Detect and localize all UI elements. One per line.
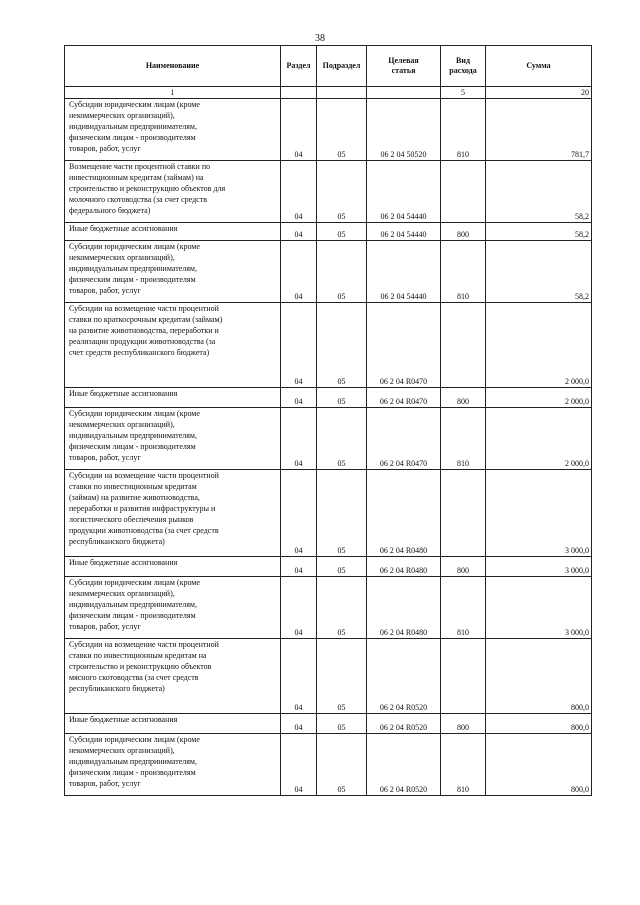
header-type-line1: Вид [456, 56, 470, 65]
table-row [65, 557, 592, 577]
header-target-line1: Целевая [388, 56, 419, 65]
table-row [65, 714, 592, 734]
budget-table [64, 45, 592, 796]
row-section: 04 [281, 639, 317, 714]
header-section: Раздел [281, 46, 317, 87]
table-header-row [65, 46, 592, 87]
table-row [65, 388, 592, 408]
row-section: 04 [281, 303, 317, 388]
row-type: 800 [441, 388, 486, 408]
row-subsection: 05 [317, 639, 367, 714]
table-row [65, 223, 592, 241]
column-number-6: 20 [486, 87, 592, 99]
row-sum: 781,7 [486, 99, 592, 161]
row-type: 810 [441, 577, 486, 639]
row-subsection: 05 [317, 223, 367, 241]
row-section: 04 [281, 241, 317, 303]
row-sum: 58,2 [486, 241, 592, 303]
row-target: 06 2 04 50520 [367, 99, 441, 161]
row-section: 04 [281, 388, 317, 408]
row-sum: 800,0 [486, 734, 592, 796]
row-section: 04 [281, 99, 317, 161]
header-name: Наименование [65, 46, 281, 87]
row-name: Субсидии юридическим лицам (кроме некоммерческих организаций), индивидуальным предпринимателям, физическим лицам - производителям товаров, работ, услуг [65, 734, 281, 796]
row-target: 06 2 04 R0480 [367, 557, 441, 577]
row-type [441, 303, 486, 388]
row-section: 04 [281, 734, 317, 796]
row-sum: 800,0 [486, 714, 592, 734]
row-name: Субсидии юридическим лицам (кроме некоммерческих организаций), индивидуальным предпринимателям, физическим лицам - производителям товаров, работ, услуг [65, 241, 281, 303]
table-row [65, 241, 592, 303]
row-name: Субсидии юридическим лицам (кроме некоммерческих организаций), индивидуальным предпринимателям, физическим лицам - производителям товаров, работ, услуг [65, 99, 281, 161]
header-target [367, 46, 441, 87]
row-target: 06 2 04 54440 [367, 161, 441, 223]
row-target: 06 2 04 R0480 [367, 470, 441, 557]
table-row [65, 161, 592, 223]
row-sum: 800,0 [486, 639, 592, 714]
table-row [65, 577, 592, 639]
row-sum: 3 000,0 [486, 470, 592, 557]
row-subsection: 05 [317, 303, 367, 388]
row-target: 06 2 04 R0520 [367, 714, 441, 734]
row-type: 810 [441, 241, 486, 303]
row-subsection: 05 [317, 241, 367, 303]
row-type: 810 [441, 408, 486, 470]
row-name: Иные бюджетные ассигнования [65, 557, 281, 577]
row-name: Субсидии юридическим лицам (кроме некоммерческих организаций), индивидуальным предпринимателям, физическим лицам - производителям товаров, работ, услуг [65, 408, 281, 470]
column-number-5: 5 [441, 87, 486, 99]
table-row [65, 734, 592, 796]
row-subsection: 05 [317, 388, 367, 408]
row-subsection: 05 [317, 470, 367, 557]
header-sum: Сумма [486, 46, 592, 87]
row-type: 800 [441, 223, 486, 241]
row-type: 810 [441, 734, 486, 796]
row-target: 06 2 04 R0480 [367, 577, 441, 639]
column-number-3 [317, 87, 367, 99]
row-type [441, 470, 486, 557]
row-subsection: 05 [317, 714, 367, 734]
header-type [441, 46, 486, 87]
row-section: 04 [281, 557, 317, 577]
row-sum: 3 000,0 [486, 577, 592, 639]
table-row [65, 470, 592, 557]
column-number-4 [367, 87, 441, 99]
row-section: 04 [281, 161, 317, 223]
row-subsection: 05 [317, 161, 367, 223]
row-section: 04 [281, 408, 317, 470]
row-sum: 2 000,0 [486, 388, 592, 408]
header-type-line2: расхода [449, 66, 477, 75]
row-target: 06 2 04 54440 [367, 223, 441, 241]
column-number-1: 1 [65, 87, 281, 99]
row-name: Субсидии юридическим лицам (кроме некоммерческих организаций), индивидуальным предпринимателям, физическим лицам - производителям товаров, работ, услуг [65, 577, 281, 639]
row-name: Иные бюджетные ассигнования [65, 388, 281, 408]
row-name: Возмещение части процентной ставки по инвестиционным кредитам (займам) на строительство и реконструкцию объектов для молочного скотоводства (за счет средств федерального бюджета) [65, 161, 281, 223]
row-type: 800 [441, 557, 486, 577]
row-type: 800 [441, 714, 486, 734]
row-subsection: 05 [317, 734, 367, 796]
column-number-row [65, 87, 592, 99]
row-section: 04 [281, 470, 317, 557]
row-subsection: 05 [317, 577, 367, 639]
row-sum: 2 000,0 [486, 408, 592, 470]
page-number: 38 [315, 33, 325, 44]
row-sum: 58,2 [486, 223, 592, 241]
row-type: 810 [441, 99, 486, 161]
row-sum: 3 000,0 [486, 557, 592, 577]
row-section: 04 [281, 714, 317, 734]
row-section: 04 [281, 577, 317, 639]
row-section: 04 [281, 223, 317, 241]
row-type [441, 639, 486, 714]
row-target: 06 2 04 R0470 [367, 303, 441, 388]
row-name: Субсидии на возмещение части процентной ставки по инвестиционным кредитам на строительство и реконструкцию объектов мясного скотоводства (за счет средств республиканского бюджета) [65, 639, 281, 714]
header-target-line2: статья [391, 66, 416, 75]
row-target: 06 2 04 R0470 [367, 408, 441, 470]
row-name: Субсидии на возмещение части процентной ставки по краткосрочным кредитам (займам) на развитие животноводства, переработки и реализации продукции животноводства (за счет средств республиканского бюджета) [65, 303, 281, 388]
row-subsection: 05 [317, 99, 367, 161]
row-target: 06 2 04 R0470 [367, 388, 441, 408]
row-target: 06 2 04 R0520 [367, 734, 441, 796]
table-row [65, 639, 592, 714]
row-type [441, 161, 486, 223]
row-name: Иные бюджетные ассигнования [65, 714, 281, 734]
table-row [65, 303, 592, 388]
row-sum: 2 000,0 [486, 303, 592, 388]
column-number-2 [281, 87, 317, 99]
row-name: Субсидии на возмещение части процентной ставки по инвестиционным кредитам (займам) на развитие животноводства, переработки и развития инфраструктуры и логистического обеспечения рынков продукции животноводства (за счет средств республиканского бюджета) [65, 470, 281, 557]
row-subsection: 05 [317, 557, 367, 577]
row-subsection: 05 [317, 408, 367, 470]
row-target: 06 2 04 54440 [367, 241, 441, 303]
row-sum: 58,2 [486, 161, 592, 223]
table-row [65, 99, 592, 161]
row-target: 06 2 04 R0520 [367, 639, 441, 714]
row-name: Иные бюджетные ассигнования [65, 223, 281, 241]
header-subsection: Подраздел [317, 46, 367, 87]
table-row [65, 408, 592, 470]
